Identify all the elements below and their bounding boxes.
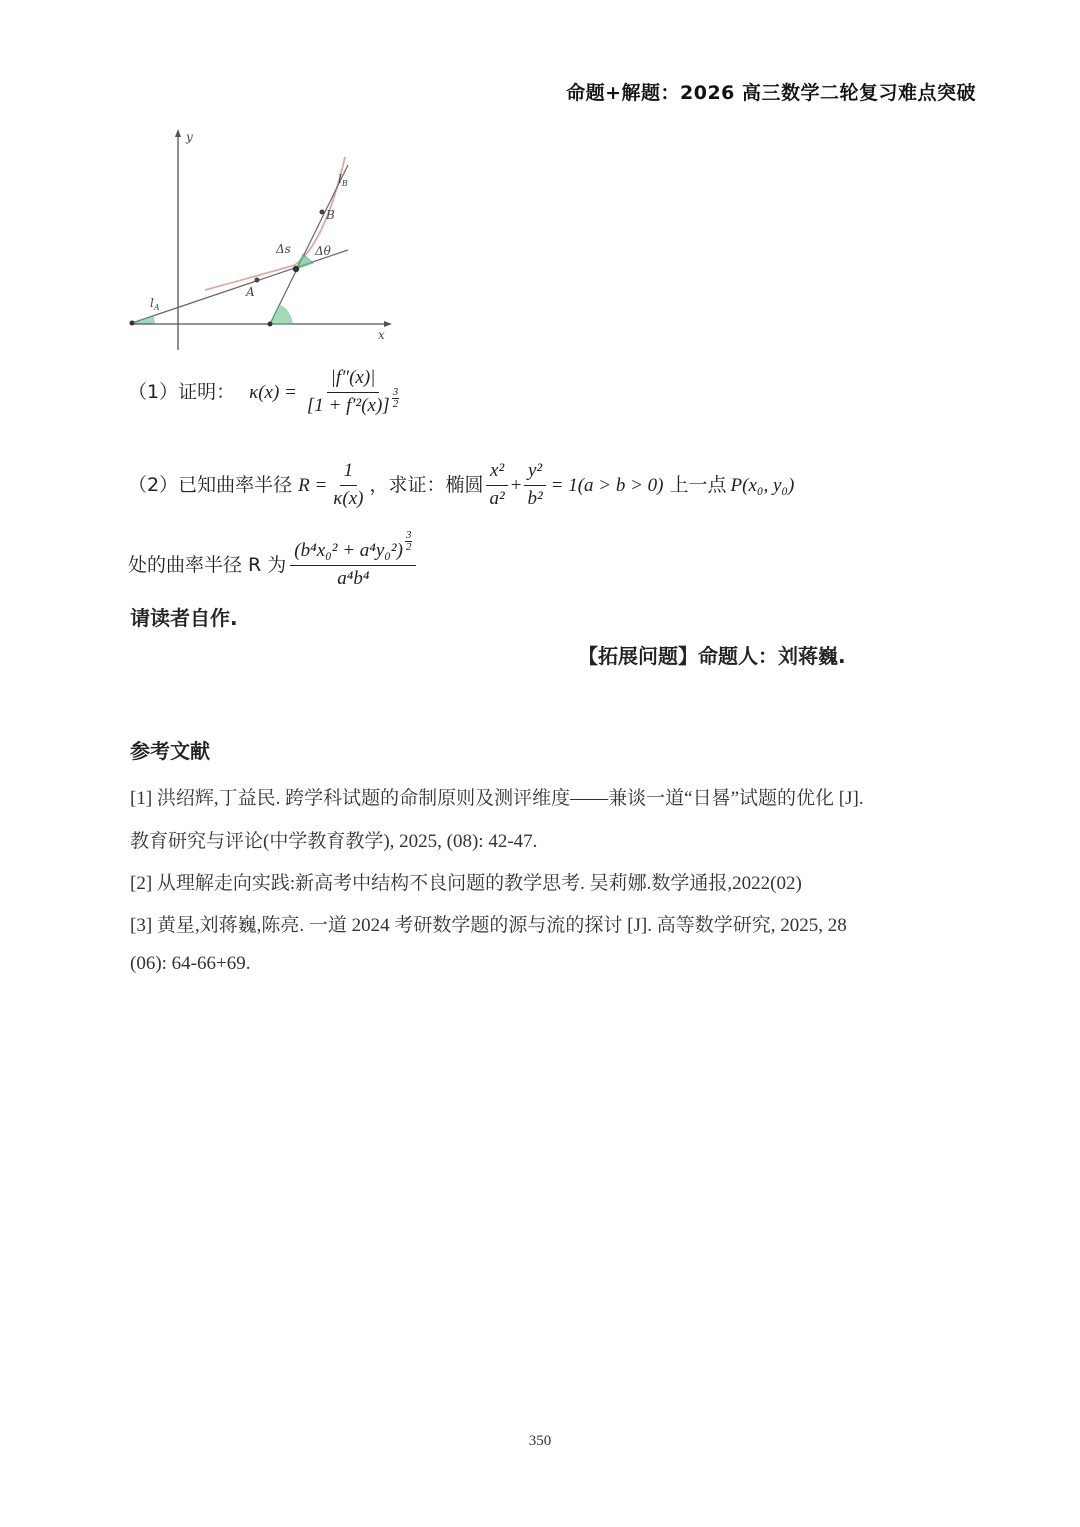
curve [205, 157, 345, 290]
part1-denominator-row [303, 385, 403, 418]
reference-line-2: 教育研究与评论(中学教育教学), 2025, (08): 42-47. [130, 831, 538, 852]
ellipse-x-fraction [486, 460, 509, 511]
part1-denominator: [1 + f′²(x)] [306, 394, 390, 416]
part1-exp-den: 2 [392, 397, 399, 410]
label-B: B [326, 208, 335, 222]
part2-R-fraction [329, 460, 367, 511]
point-A [255, 278, 260, 283]
result-exp-den: 2 [405, 541, 412, 553]
ellipse-a2: a² [489, 487, 505, 509]
label-y: y [186, 130, 193, 144]
label-dtheta: Δθ [315, 244, 331, 258]
part1-label: （1）证明： [128, 380, 236, 403]
point-lA-origin [130, 321, 135, 326]
part2-R-num: 1 [340, 460, 358, 486]
point-B [320, 210, 325, 215]
point-lB-origin [268, 322, 273, 327]
part1-exp-num: 3 [392, 385, 399, 398]
curvature-figure [120, 125, 400, 355]
references-heading: 参考文献 [130, 739, 210, 763]
result-exp-num: 3 [405, 529, 412, 541]
reference-line-5: (06): 64-66+69. [130, 953, 251, 974]
point-P: P(x₀, y₀) [730, 474, 795, 496]
part1-exponent [392, 387, 400, 410]
part2-line2 [128, 529, 418, 591]
label-x: x [378, 328, 385, 342]
label-lB: $l_B$ [338, 172, 348, 188]
part2-mid: ，求证：椭圆 [369, 473, 484, 496]
ellipse-plus: + [510, 474, 522, 496]
angle-wedge-lA [132, 316, 154, 323]
angle-wedge-lB [270, 305, 292, 324]
label-lA: $l_A$ [150, 296, 160, 312]
part1 [128, 367, 405, 418]
tangent-lA [132, 250, 348, 323]
reference-line-4: [3] 黄星,刘蒋巍,陈亮. 一道 2024 考研数学题的源与流的探讨 [J]. 高等数学研究, 2025, 28 [130, 915, 847, 936]
part2-line2-text: 处的曲率半径 R 为 [128, 553, 287, 576]
result-numerator-row [290, 529, 416, 566]
part1-numerator: |f″(x)| [327, 367, 380, 393]
x-axis-arrow [384, 321, 392, 327]
part2-tail: 上一点 [669, 473, 727, 496]
page-header-title: 命题+解题：2026 高三数学二轮复习难点突破 [566, 82, 976, 104]
label-ds: Δs [276, 242, 291, 256]
part1-fraction [303, 367, 403, 418]
result-exponent [405, 530, 413, 553]
result-numerator: (b⁴x₀² + a⁴y₀²) [294, 540, 403, 561]
ellipse-rhs: = 1(a > b > 0) [550, 474, 664, 496]
part1-lhs: κ(x) = [249, 381, 297, 403]
reader-note: 请读者自作. [130, 606, 238, 630]
ellipse-x2: x² [486, 460, 508, 486]
result-fraction [290, 529, 416, 591]
ellipse-b2: b² [527, 487, 543, 509]
ellipse-y2: y² [524, 460, 546, 486]
page-number: 350 [528, 1433, 552, 1449]
part2-line1 [128, 460, 794, 511]
reference-line-1: [1] 洪绍辉,丁益民. 跨学科试题的命制原则及测评维度——兼谈一道“日晷”试题的优化 [J]. [130, 788, 864, 809]
label-A: A [246, 285, 255, 299]
ellipse-y-fraction [523, 460, 546, 511]
extension-credit: 【拓展问题】命题人：刘蒋巍. [578, 644, 846, 668]
part2-label: （2）已知曲率半径 [128, 473, 293, 496]
reference-line-3: [2] 从理解走向实践:新高考中结构不良问题的教学思考. 吴莉娜.数学通报,2022(02) [130, 873, 802, 894]
result-denominator: a⁴b⁴ [337, 567, 370, 589]
part2-R: R = [298, 474, 328, 496]
point-intersection [293, 266, 299, 272]
part2-R-den: κ(x) [333, 487, 364, 509]
y-axis-arrow [175, 129, 181, 137]
